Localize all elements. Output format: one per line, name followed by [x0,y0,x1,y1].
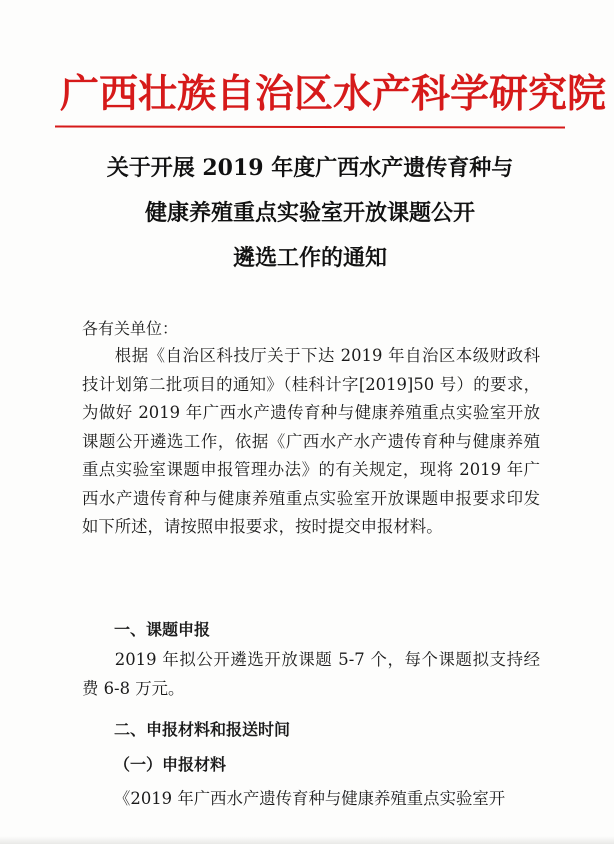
section-heading-project-application: 一、课题申报 [114,620,211,639]
letterhead-org-name: 广西壮族自治区水产科学研究院 [60,72,607,117]
notice-title [60,146,560,281]
title-line-1: 关于开展 2019 年度广西水产遗传育种与 [106,155,514,181]
title-line-3: 遴选工作的通知 [232,245,387,271]
letterhead-red-rule [55,126,565,129]
salutation: 各有关单位： [82,319,179,338]
materials-paragraph-start: 《2019 年广西水产遗传育种与健康养殖重点实验室开 [114,789,506,808]
section-heading-materials-and-deadline: 二、申报材料和报送时间 [114,720,291,739]
title-line-2: 健康养殖重点实验室开放课题公开 [144,200,475,226]
section1-paragraph: 2019 年拟公开遴选开放课题 5-7 个，每个课题拟支持经费 6-8 万元。 [82,650,540,698]
intro-paragraph: 根据《自治区科技厅关于下达 2019 年自治区本级财政科技计划第二批项目的通知》（桂科计字[2019]50 号）的要求，为做好 2019 年广西水产遗传育种与健康养殖重点实验室开放课题公开遴选工作，依据《广西水产水产遗传育种与健康养殖重点实验室课题申报管理办法》的有关规定，现将 2019 年广西水产遗传育种与健康养殖重点实验室开放课题申报要求印发如下所述，请按照申报要求，按时提交申报材料。 [82,346,540,536]
scan-bottom-edge [0,836,614,844]
subsection-heading-materials: （一）申报材料 [114,755,227,774]
